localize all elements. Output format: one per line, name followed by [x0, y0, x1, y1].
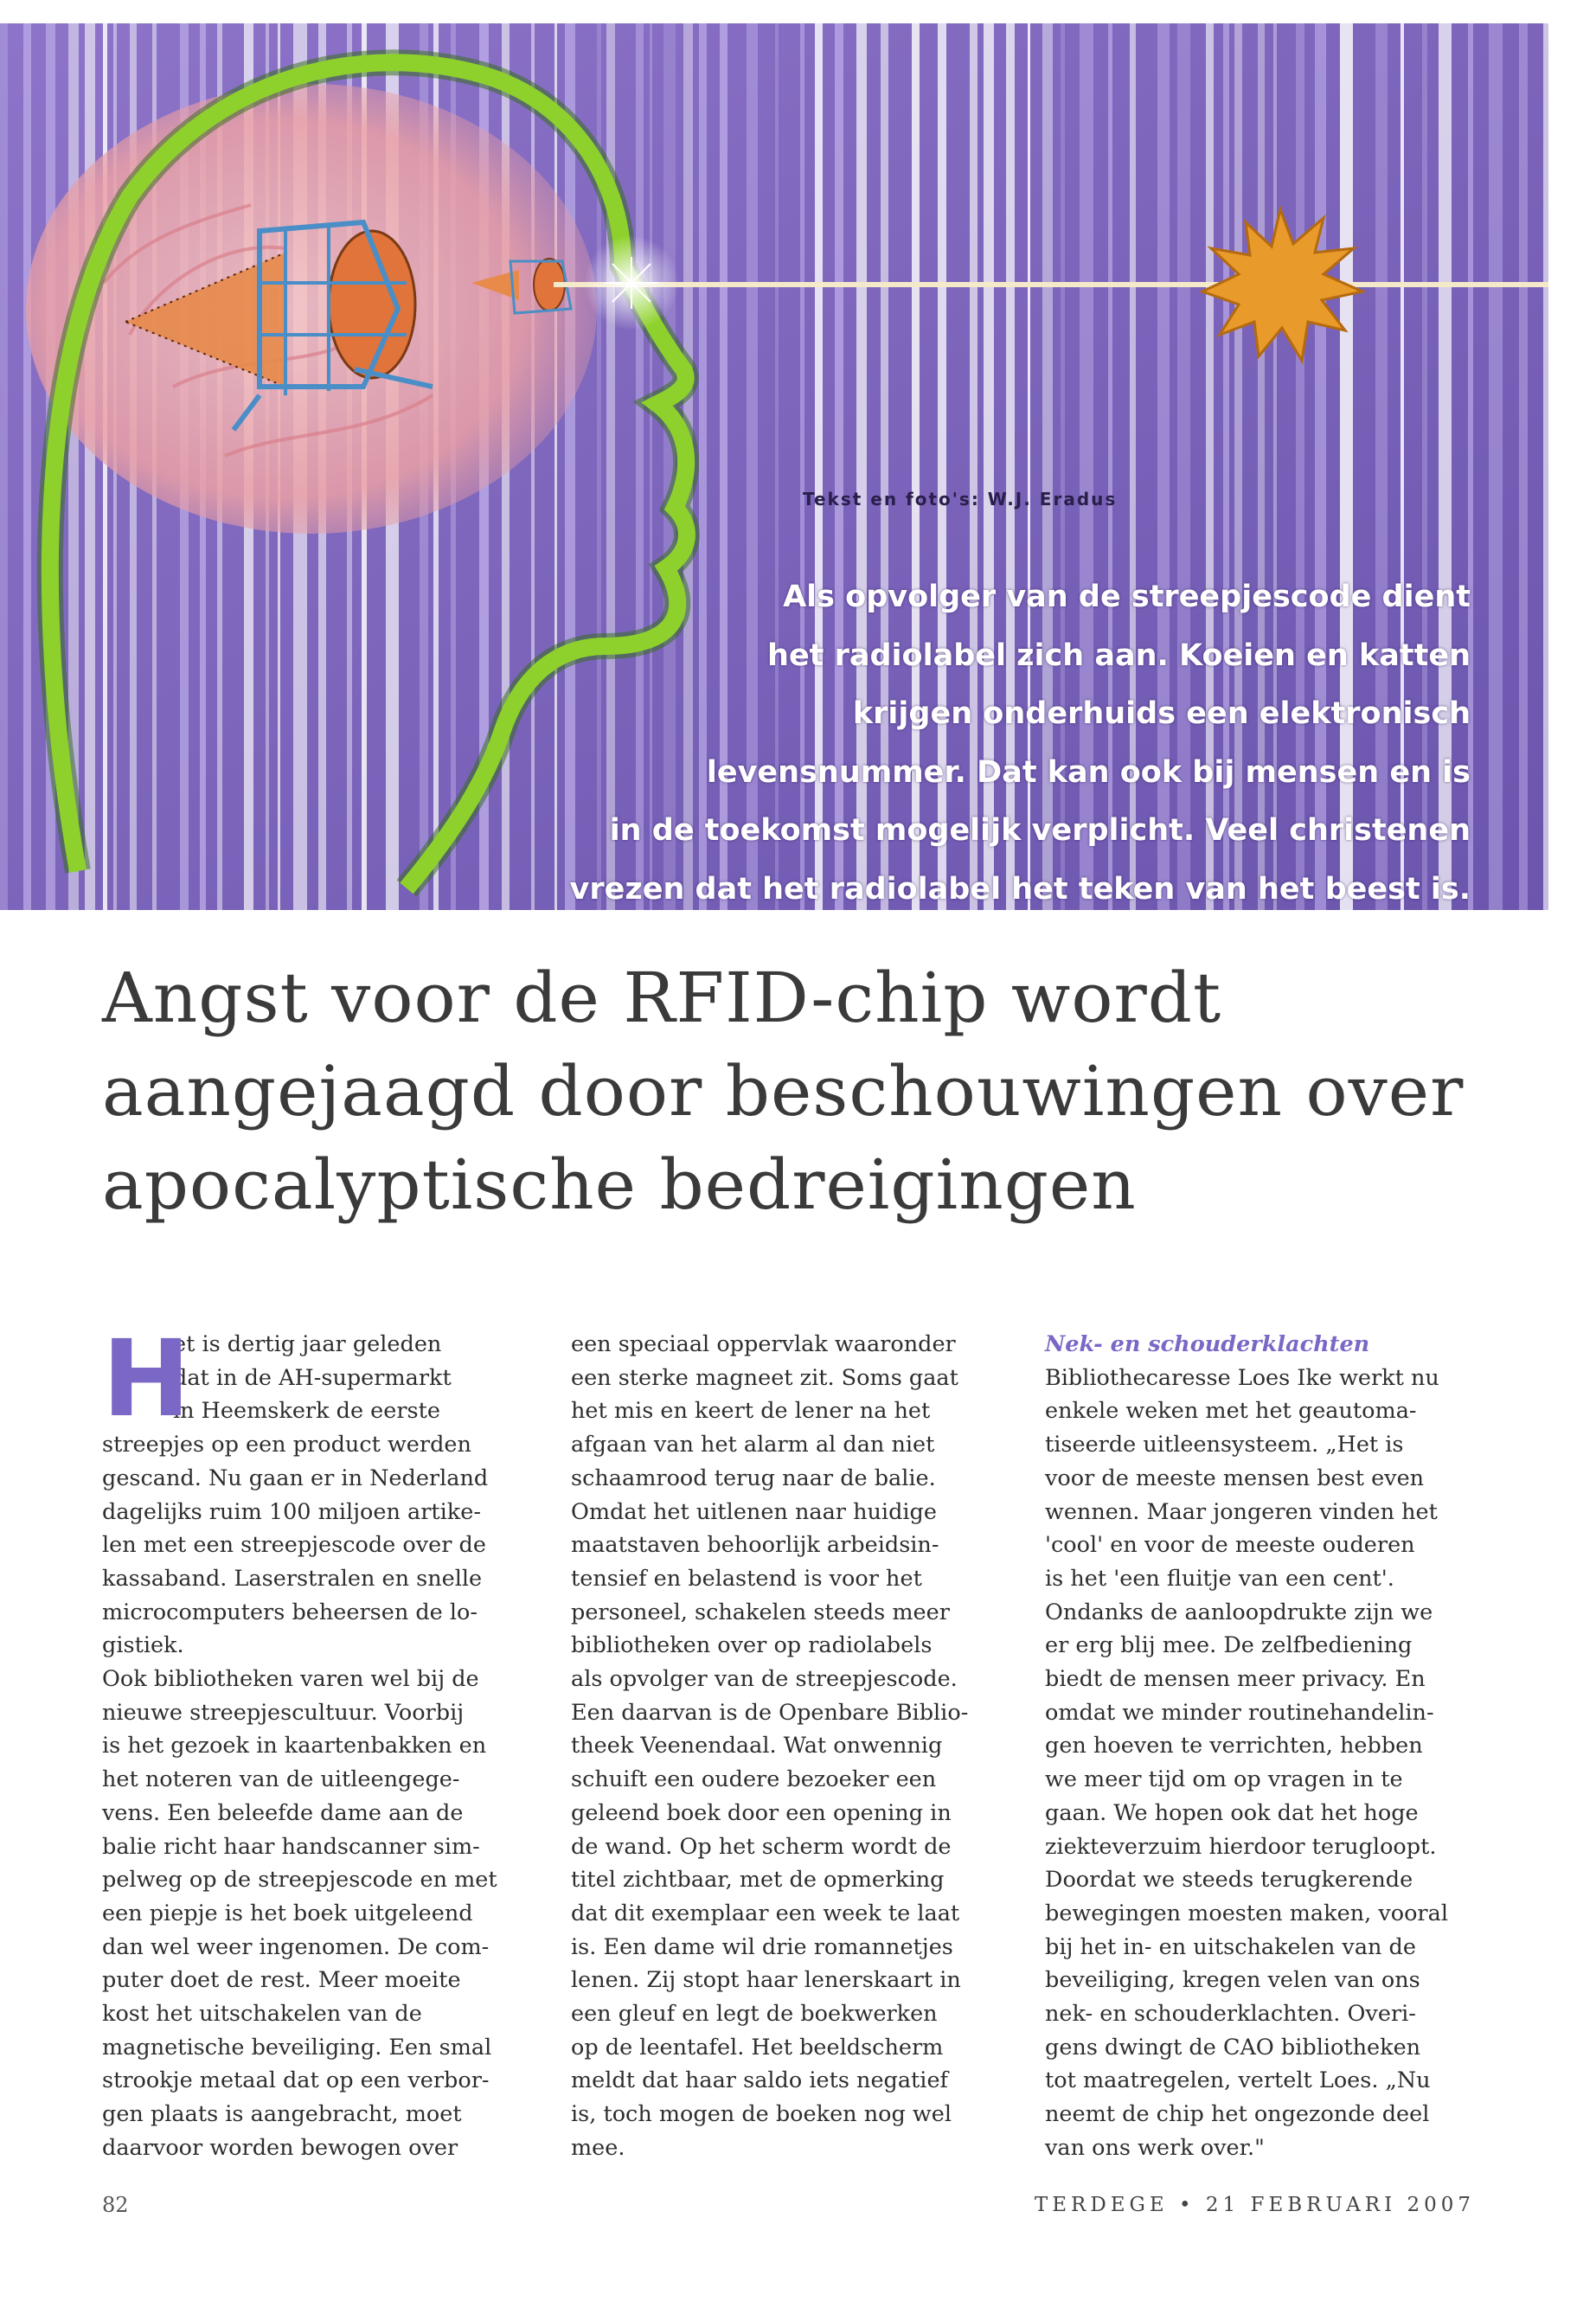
article-line: in Heemskerk de eerste	[173, 1398, 440, 1425]
intro-line: krijgen onderhuids een elektronisch	[852, 696, 1471, 731]
intro-line: het radiolabel zich aan. Koeien en katten	[767, 638, 1471, 673]
article-line: Ondanks de aanloopdrukte zijn we	[1045, 1599, 1433, 1625]
article-column-2	[571, 1328, 986, 2165]
article-line: voor de meeste mensen best even	[1045, 1465, 1425, 1491]
article-line: afgaan van het alarm al dan niet	[571, 1432, 935, 1458]
article-line: Doordat we steeds terugkerende	[1045, 1867, 1413, 1894]
article-line: et is dertig jaar geleden	[173, 1331, 442, 1357]
article-line: Bibliothecaresse Loes Ike werkt nu	[1045, 1364, 1439, 1391]
article-line: dagelijks ruim 100 miljoen artike-	[102, 1498, 481, 1525]
article-line: 'cool' en voor de meeste ouderen	[1045, 1532, 1415, 1559]
article-line: geleend boek door een opening in	[571, 1799, 952, 1826]
article-line: wennen. Maar jongeren vinden het	[1045, 1498, 1438, 1525]
article-line: is. Een dame wil drie romannetjes	[571, 1933, 953, 1960]
article-line: is het 'een fluitje van een cent'.	[1045, 1565, 1394, 1592]
intro-line: vrezen dat het radiolabel het teken van het beest is.	[569, 871, 1471, 907]
article-line: pelweg op de streepjescode en met	[102, 1867, 497, 1894]
article-line: microcomputers beheersen de lo-	[102, 1599, 478, 1625]
barcode-stripe	[23, 23, 31, 910]
article-line: puter doet de rest. Meer moeite	[102, 1967, 461, 1994]
hero-illustration	[0, 23, 1548, 910]
barcode-stripe	[85, 23, 95, 910]
article-line: daarvoor worden bewogen over	[102, 2134, 458, 2161]
article-line: tiseerde uitleensysteem. „Het is	[1045, 1432, 1404, 1458]
article-line: kost het uitschakelen van de	[102, 2001, 422, 2028]
article-line: gen hoeven te verrichten, hebben	[1045, 1733, 1423, 1759]
article-line: enkele weken met het geautoma-	[1045, 1398, 1417, 1425]
drop-cap: H	[102, 1317, 191, 1440]
article-line: de wand. Op het scherm wordt de	[571, 1833, 952, 1860]
article-line: het mis en keert de lener na het	[571, 1398, 931, 1425]
article-line: tensief en belastend is voor het	[571, 1565, 922, 1592]
article-line: gen plaats is aangebracht, moet	[102, 2101, 462, 2128]
article-line: het noteren van de uitleengege-	[102, 1766, 460, 1793]
article-line: omdat we minder routinehandelin-	[1045, 1699, 1434, 1726]
photo-credit: Tekst en foto's: W.J. Eradus	[803, 489, 1118, 510]
article-line: gistiek.	[102, 1632, 184, 1659]
barcode-stripe	[0, 23, 8, 910]
article-line: nek- en schouderklachten. Overi-	[1045, 2001, 1416, 2028]
article-line: balie richt haar handscanner sim-	[102, 1833, 480, 1860]
article-line: kassaband. Laserstralen en snelle	[102, 1565, 483, 1592]
barcode-stripe	[1489, 23, 1503, 910]
intro-line: levensnummer. Dat kan ook bij mensen en is	[706, 754, 1471, 790]
article-line: Een daarvan is de Openbare Biblio-	[571, 1699, 969, 1726]
publication-name: TERDEGE	[1034, 2194, 1169, 2216]
article-line: dan wel weer ingenomen. De com-	[102, 1933, 490, 1960]
article-line: personeel, schakelen steeds meer	[571, 1599, 950, 1625]
article-line: tot maatregelen, vertelt Loes. „Nu	[1045, 2067, 1431, 2094]
article-line: biedt de mensen meer privacy. En	[1045, 1666, 1426, 1693]
footer-separator: •	[1179, 2194, 1195, 2216]
column-2-text	[571, 1328, 986, 2165]
article-line: ziekteverzuim hierdoor terugloopt.	[1045, 1833, 1437, 1860]
article-line: dat dit exemplaar een week te laat	[571, 1900, 960, 1926]
article-line: beveiliging, kregen velen van ons	[1045, 1967, 1420, 1994]
article-line: is, toch mogen de boeken nog wel	[571, 2101, 952, 2128]
article-line: er erg blij mee. De zelfbediening	[1045, 1632, 1413, 1659]
article-line: meldt dat haar saldo iets negatief	[571, 2067, 948, 2094]
intro-text	[519, 568, 1471, 910]
article-headline	[102, 952, 1521, 1232]
issue-date: 21 FEBRUARI 2007	[1205, 2194, 1475, 2216]
barcode-stripe	[1519, 23, 1528, 910]
article-line: dat in de AH-supermarkt	[173, 1364, 452, 1391]
article-line: magnetische beveiliging. Een smal	[102, 2034, 492, 2061]
article-column-1	[102, 1317, 517, 2165]
article-line: titel zichtbaar, met de opmerking	[571, 1867, 945, 1894]
section-subheading: Nek- en schouderklachten	[1045, 1331, 1370, 1357]
headline-line: aangejaagd door beschouwingen over	[102, 1051, 1465, 1131]
article-line: schuift een oudere bezoeker een	[571, 1766, 937, 1793]
article-line: schaamrood terug naar de balie.	[571, 1465, 936, 1491]
page-number: 82	[102, 2193, 129, 2217]
article-line: gaan. We hopen ook dat het hoge	[1045, 1799, 1419, 1826]
publication-footer	[1035, 2194, 1475, 2216]
article-line: op de leentafel. Het beeldscherm	[571, 2034, 944, 2061]
article-line: een speciaal oppervlak waaronder	[571, 1331, 956, 1357]
article-line: theek Veenendaal. Wat onwennig	[571, 1733, 943, 1759]
article-line: bewegingen moesten maken, vooral	[1045, 1900, 1448, 1926]
article-line: nieuwe streepjescultuur. Voorbij	[102, 1699, 465, 1726]
article-line: streepjes op een product werden	[102, 1432, 471, 1458]
article-line: een gleuf en legt de boekwerken	[571, 2001, 938, 2028]
column-1-text	[102, 1317, 517, 2165]
article-line: len met een streepjescode over de	[102, 1532, 486, 1559]
article-line: lenen. Zij stopt haar lenerskaart in	[571, 1967, 961, 1994]
article-line: een piepje is het boek uitgeleend	[102, 1900, 473, 1926]
article-line: Omdat het uitlenen naar huidige	[571, 1498, 937, 1525]
article-line: vens. Een beleefde dame aan de	[102, 1799, 464, 1826]
article-line: neemt de chip het ongezonde deel	[1045, 2101, 1430, 2128]
article-line: gescand. Nu gaan er in Nederland	[102, 1465, 489, 1491]
article-line: we meer tijd om op vragen in te	[1045, 1766, 1403, 1793]
article-column-3	[1045, 1328, 1495, 2165]
article-line: strookje metaal dat op een verbor-	[102, 2067, 490, 2094]
article-line: van ons werk over."	[1045, 2134, 1265, 2161]
article-line: een sterke magneet zit. Soms gaat	[571, 1364, 958, 1391]
article-line: bibliotheken over op radiolabels	[571, 1632, 933, 1659]
column-3-text	[1045, 1362, 1495, 2165]
article-line: maatstaven behoorlijk arbeidsin-	[571, 1532, 939, 1559]
article-line: als opvolger van de streepjescode.	[571, 1666, 958, 1693]
barcode-stripe	[1543, 23, 1548, 910]
article-line: gens dwingt de CAO bibliotheken	[1045, 2034, 1421, 2061]
headline-line: Angst voor de RFID-chip wordt	[102, 958, 1222, 1038]
intro-line: in de toekomst mogelijk verplicht. Veel christenen	[609, 813, 1471, 848]
article-line: Ook bibliotheken varen wel bij de	[102, 1666, 479, 1693]
article-line: is het gezoek in kaartenbakken en	[102, 1733, 487, 1759]
article-line: bij het in- en uitschakelen van de	[1045, 1933, 1416, 1960]
headline-line: apocalyptische bedreigingen	[102, 1144, 1137, 1225]
brain-glow	[26, 84, 597, 534]
intro-line: Als opvolger van de streepjescode dient	[783, 580, 1471, 614]
article-line: mee.	[571, 2134, 625, 2161]
